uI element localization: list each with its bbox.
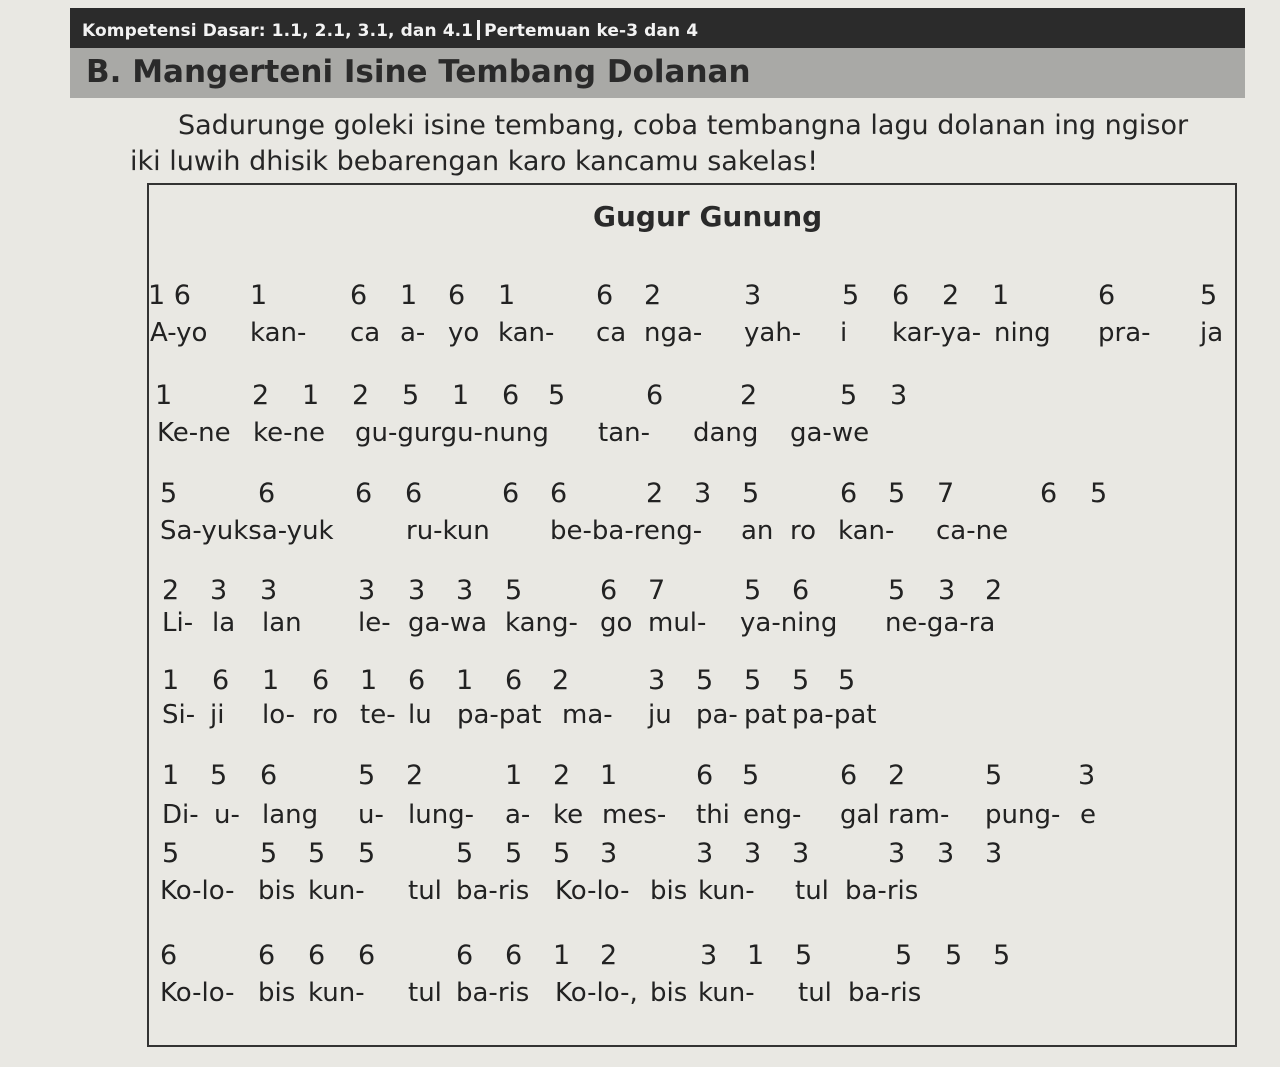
song-note: 6 <box>405 478 423 509</box>
song-lyric: ram- <box>888 800 950 830</box>
song-lyric: i <box>840 318 848 348</box>
song-lyric: gu-gurgu-nung <box>355 418 549 448</box>
song-note: 1 <box>553 940 571 971</box>
song-note: 1 <box>262 665 280 696</box>
song-lyric: Ko-lo- <box>160 978 235 1008</box>
song-note: 6 <box>312 665 330 696</box>
song-lyric: pra- <box>1098 318 1151 348</box>
song-lyric: Ko-lo- <box>555 876 630 906</box>
song-note: 5 <box>742 760 760 791</box>
song-note: 6 <box>308 940 326 971</box>
song-lyric: ro <box>790 516 817 546</box>
song-note: 5 <box>795 940 813 971</box>
song-note: 6 <box>1098 280 1116 311</box>
song-note: 2 <box>252 380 270 411</box>
song-lyric: Ko-lo- <box>160 876 235 906</box>
song-note: 6 <box>792 575 810 606</box>
song-lyric: A-yo <box>150 318 208 348</box>
song-note: 6 <box>696 760 714 791</box>
song-note: 1 <box>600 760 618 791</box>
song-note: 5 <box>888 575 906 606</box>
song-note: 1 6 <box>148 280 191 311</box>
song-lyric: lan <box>262 608 302 638</box>
song-note: 3 <box>210 575 228 606</box>
song-note: 6 <box>448 280 466 311</box>
song-note: 6 <box>840 760 858 791</box>
song-lyric: lu <box>408 700 432 730</box>
song-lyric: e <box>1080 800 1096 830</box>
song-lyric: ju <box>648 700 672 730</box>
section-bar <box>70 48 1245 98</box>
song-note: 5 <box>888 478 906 509</box>
song-note: 5 <box>160 478 178 509</box>
song-lyric: ca <box>350 318 381 348</box>
song-lyric: ru-kun <box>406 516 490 546</box>
song-lyric: kun- <box>698 876 755 906</box>
song-lyric: Li- <box>162 608 194 638</box>
song-note: 2 <box>553 760 571 791</box>
song-note: 3 <box>648 665 666 696</box>
song-lyric: Sa-yuksa-yuk <box>160 516 334 546</box>
song-lyric: tul <box>795 876 829 906</box>
song-note: 5 <box>456 838 474 869</box>
song-lyric: yah- <box>744 318 802 348</box>
header-divider <box>477 20 480 40</box>
song-lyric: a- <box>505 800 531 830</box>
song-note: 2 <box>644 280 662 311</box>
song-note: 5 <box>945 940 963 971</box>
song-lyric: bis <box>650 978 688 1008</box>
song-note: 3 <box>744 280 762 311</box>
competency-label: Kompetensi Dasar: 1.1, 2.1, 3.1, dan 4.1 <box>82 21 474 41</box>
song-lyric: le- <box>358 608 391 638</box>
song-note: 6 <box>505 940 523 971</box>
song-note: 2 <box>406 760 424 791</box>
song-note: 6 <box>358 940 376 971</box>
song-note: 6 <box>350 280 368 311</box>
song-note: 2 <box>985 575 1003 606</box>
song-note: 5 <box>840 380 858 411</box>
song-note: 6 <box>600 575 618 606</box>
song-note: 6 <box>456 940 474 971</box>
song-note: 3 <box>408 575 426 606</box>
song-lyric: mul- <box>648 608 707 638</box>
intro-line-2: iki luwih dhisik bebarengan karo kancamu sakelas! <box>130 146 819 177</box>
song-lyric: an <box>741 516 774 546</box>
song-lyric: ya-ning <box>740 608 838 638</box>
song-note: 2 <box>740 380 758 411</box>
song-note: 1 <box>155 380 173 411</box>
song-note: 7 <box>648 575 666 606</box>
song-note: 5 <box>308 838 326 869</box>
song-note: 3 <box>694 478 712 509</box>
song-lyric: lang <box>262 800 319 830</box>
song-note: 6 <box>260 760 278 791</box>
song-note: 5 <box>792 665 810 696</box>
song-note: 5 <box>210 760 228 791</box>
song-note: 2 <box>600 940 618 971</box>
song-note: 5 <box>548 380 566 411</box>
song-note: 5 <box>505 838 523 869</box>
song-note: 5 <box>696 665 714 696</box>
header-text <box>82 20 698 41</box>
song-note: 3 <box>985 838 1003 869</box>
song-note: 6 <box>502 478 520 509</box>
song-lyric: lung- <box>408 800 475 830</box>
song-note: 1 <box>505 760 523 791</box>
song-lyric: ma- <box>562 700 613 730</box>
song-note: 6 <box>892 280 910 311</box>
song-note: 5 <box>744 665 762 696</box>
song-lyric: bis <box>258 978 296 1008</box>
song-note: 3 <box>888 838 906 869</box>
header-bar <box>70 8 1245 48</box>
song-note: 5 <box>742 478 760 509</box>
song-note: 6 <box>258 478 276 509</box>
song-lyric: yo <box>448 318 480 348</box>
song-note: 1 <box>360 665 378 696</box>
song-lyric: kun- <box>698 978 755 1008</box>
song-lyric: ne-ga-ra <box>885 608 996 638</box>
song-lyric: kun- <box>308 876 365 906</box>
song-lyric: pa-pat <box>792 700 877 730</box>
song-note: 1 <box>747 940 765 971</box>
song-lyric: ga-wa <box>408 608 488 638</box>
song-note: 3 <box>744 838 762 869</box>
song-note: 1 <box>992 280 1010 311</box>
song-lyric: u- <box>214 800 240 830</box>
song-note: 1 <box>302 380 320 411</box>
song-note: 3 <box>937 838 955 869</box>
song-note: 6 <box>160 940 178 971</box>
song-lyric: ba-ris <box>845 876 919 906</box>
song-note: 5 <box>162 838 180 869</box>
song-note: 2 <box>552 665 570 696</box>
song-note: 6 <box>596 280 614 311</box>
song-note: 5 <box>505 575 523 606</box>
song-lyric: ro <box>312 700 339 730</box>
song-lyric: gal <box>840 800 880 830</box>
song-note: 5 <box>842 280 860 311</box>
song-note: 3 <box>696 838 714 869</box>
song-note: 3 <box>938 575 956 606</box>
song-note: 3 <box>792 838 810 869</box>
song-lyric: tul <box>408 978 442 1008</box>
song-note: 6 <box>408 665 426 696</box>
song-note: 6 <box>1040 478 1058 509</box>
song-lyric: kan- <box>838 516 895 546</box>
song-lyric: kun- <box>308 978 365 1008</box>
song-note: 2 <box>162 575 180 606</box>
song-note: 5 <box>1200 280 1218 311</box>
song-lyric: pung- <box>985 800 1061 830</box>
song-note: 1 <box>400 280 418 311</box>
song-lyric: kang- <box>505 608 578 638</box>
song-lyric: kan- <box>498 318 555 348</box>
song-note: 5 <box>895 940 913 971</box>
song-lyric: ke <box>553 800 584 830</box>
song-lyric: ke-ne <box>253 418 325 448</box>
song-note: 1 <box>162 665 180 696</box>
meeting-label: Pertemuan ke-3 dan 4 <box>484 21 699 41</box>
song-note: 3 <box>358 575 376 606</box>
song-lyric: Di- <box>162 800 199 830</box>
song-lyric: bis <box>650 876 688 906</box>
song-note: 2 <box>352 380 370 411</box>
song-lyric: lo- <box>262 700 295 730</box>
song-note: 3 <box>456 575 474 606</box>
song-lyric: thi <box>696 800 730 830</box>
song-note: 6 <box>550 478 568 509</box>
song-note: 3 <box>260 575 278 606</box>
song-note: 5 <box>838 665 856 696</box>
song-note: 2 <box>646 478 664 509</box>
song-lyric: Ko-lo-, <box>555 978 638 1008</box>
song-title: Gugur Gunung <box>593 200 823 233</box>
song-lyric: eng- <box>743 800 802 830</box>
song-lyric: kan- <box>250 318 307 348</box>
song-lyric: nga- <box>644 318 703 348</box>
song-lyric: kar-ya- <box>892 318 982 348</box>
song-lyric: ca-ne <box>936 516 1009 546</box>
song-note: 7 <box>937 478 955 509</box>
song-note: 5 <box>260 838 278 869</box>
song-note: 5 <box>358 760 376 791</box>
song-lyric: ja <box>1200 318 1224 348</box>
song-lyric: ca <box>596 318 627 348</box>
song-note: 6 <box>258 940 276 971</box>
song-lyric: pa- <box>696 700 738 730</box>
song-note: 3 <box>700 940 718 971</box>
song-note: 6 <box>212 665 230 696</box>
song-lyric: tul <box>798 978 832 1008</box>
song-lyric: ba-ris <box>848 978 922 1008</box>
song-note: 1 <box>162 760 180 791</box>
song-lyric: te- <box>360 700 396 730</box>
song-lyric: go <box>600 608 633 638</box>
song-lyric: ga-we <box>790 418 870 448</box>
song-note: 5 <box>1090 478 1108 509</box>
section-title: B. Mangerteni Isine Tembang Dolanan <box>86 54 751 90</box>
song-note: 1 <box>498 280 516 311</box>
song-note: 6 <box>505 665 523 696</box>
song-lyric: be-ba-reng- <box>550 516 703 546</box>
song-lyric: u- <box>358 800 384 830</box>
song-lyric: ba-ris <box>456 876 530 906</box>
song-lyric: ba-ris <box>456 978 530 1008</box>
song-lyric: a- <box>400 318 426 348</box>
song-note: 6 <box>355 478 373 509</box>
song-lyric: dang <box>693 418 759 448</box>
song-note: 6 <box>840 478 858 509</box>
song-note: 6 <box>646 380 664 411</box>
song-lyric: pat <box>744 700 787 730</box>
song-note: 1 <box>456 665 474 696</box>
song-note: 3 <box>1078 760 1096 791</box>
song-lyric: mes- <box>602 800 667 830</box>
song-lyric: bis <box>258 876 296 906</box>
song-lyric: la <box>212 608 236 638</box>
song-note: 5 <box>358 838 376 869</box>
song-note: 6 <box>502 380 520 411</box>
song-lyric: tul <box>408 876 442 906</box>
song-note: 2 <box>942 280 960 311</box>
song-lyric: tan- <box>598 418 650 448</box>
song-note: 5 <box>402 380 420 411</box>
song-note: 5 <box>985 760 1003 791</box>
song-note: 2 <box>888 760 906 791</box>
intro-line-1: Sadurunge goleki isine tembang, coba tembangna lagu dolanan ing ngisor <box>178 110 1189 141</box>
song-lyric: pa-pat <box>457 700 542 730</box>
song-note: 3 <box>890 380 908 411</box>
song-note: 5 <box>744 575 762 606</box>
song-note: 1 <box>452 380 470 411</box>
song-lyric: Ke-ne <box>157 418 231 448</box>
song-note: 1 <box>250 280 268 311</box>
song-note: 3 <box>600 838 618 869</box>
song-note: 5 <box>993 940 1011 971</box>
song-lyric: Si- <box>162 700 196 730</box>
song-note: 5 <box>553 838 571 869</box>
song-lyric: ji <box>210 700 225 730</box>
song-lyric: ning <box>994 318 1051 348</box>
